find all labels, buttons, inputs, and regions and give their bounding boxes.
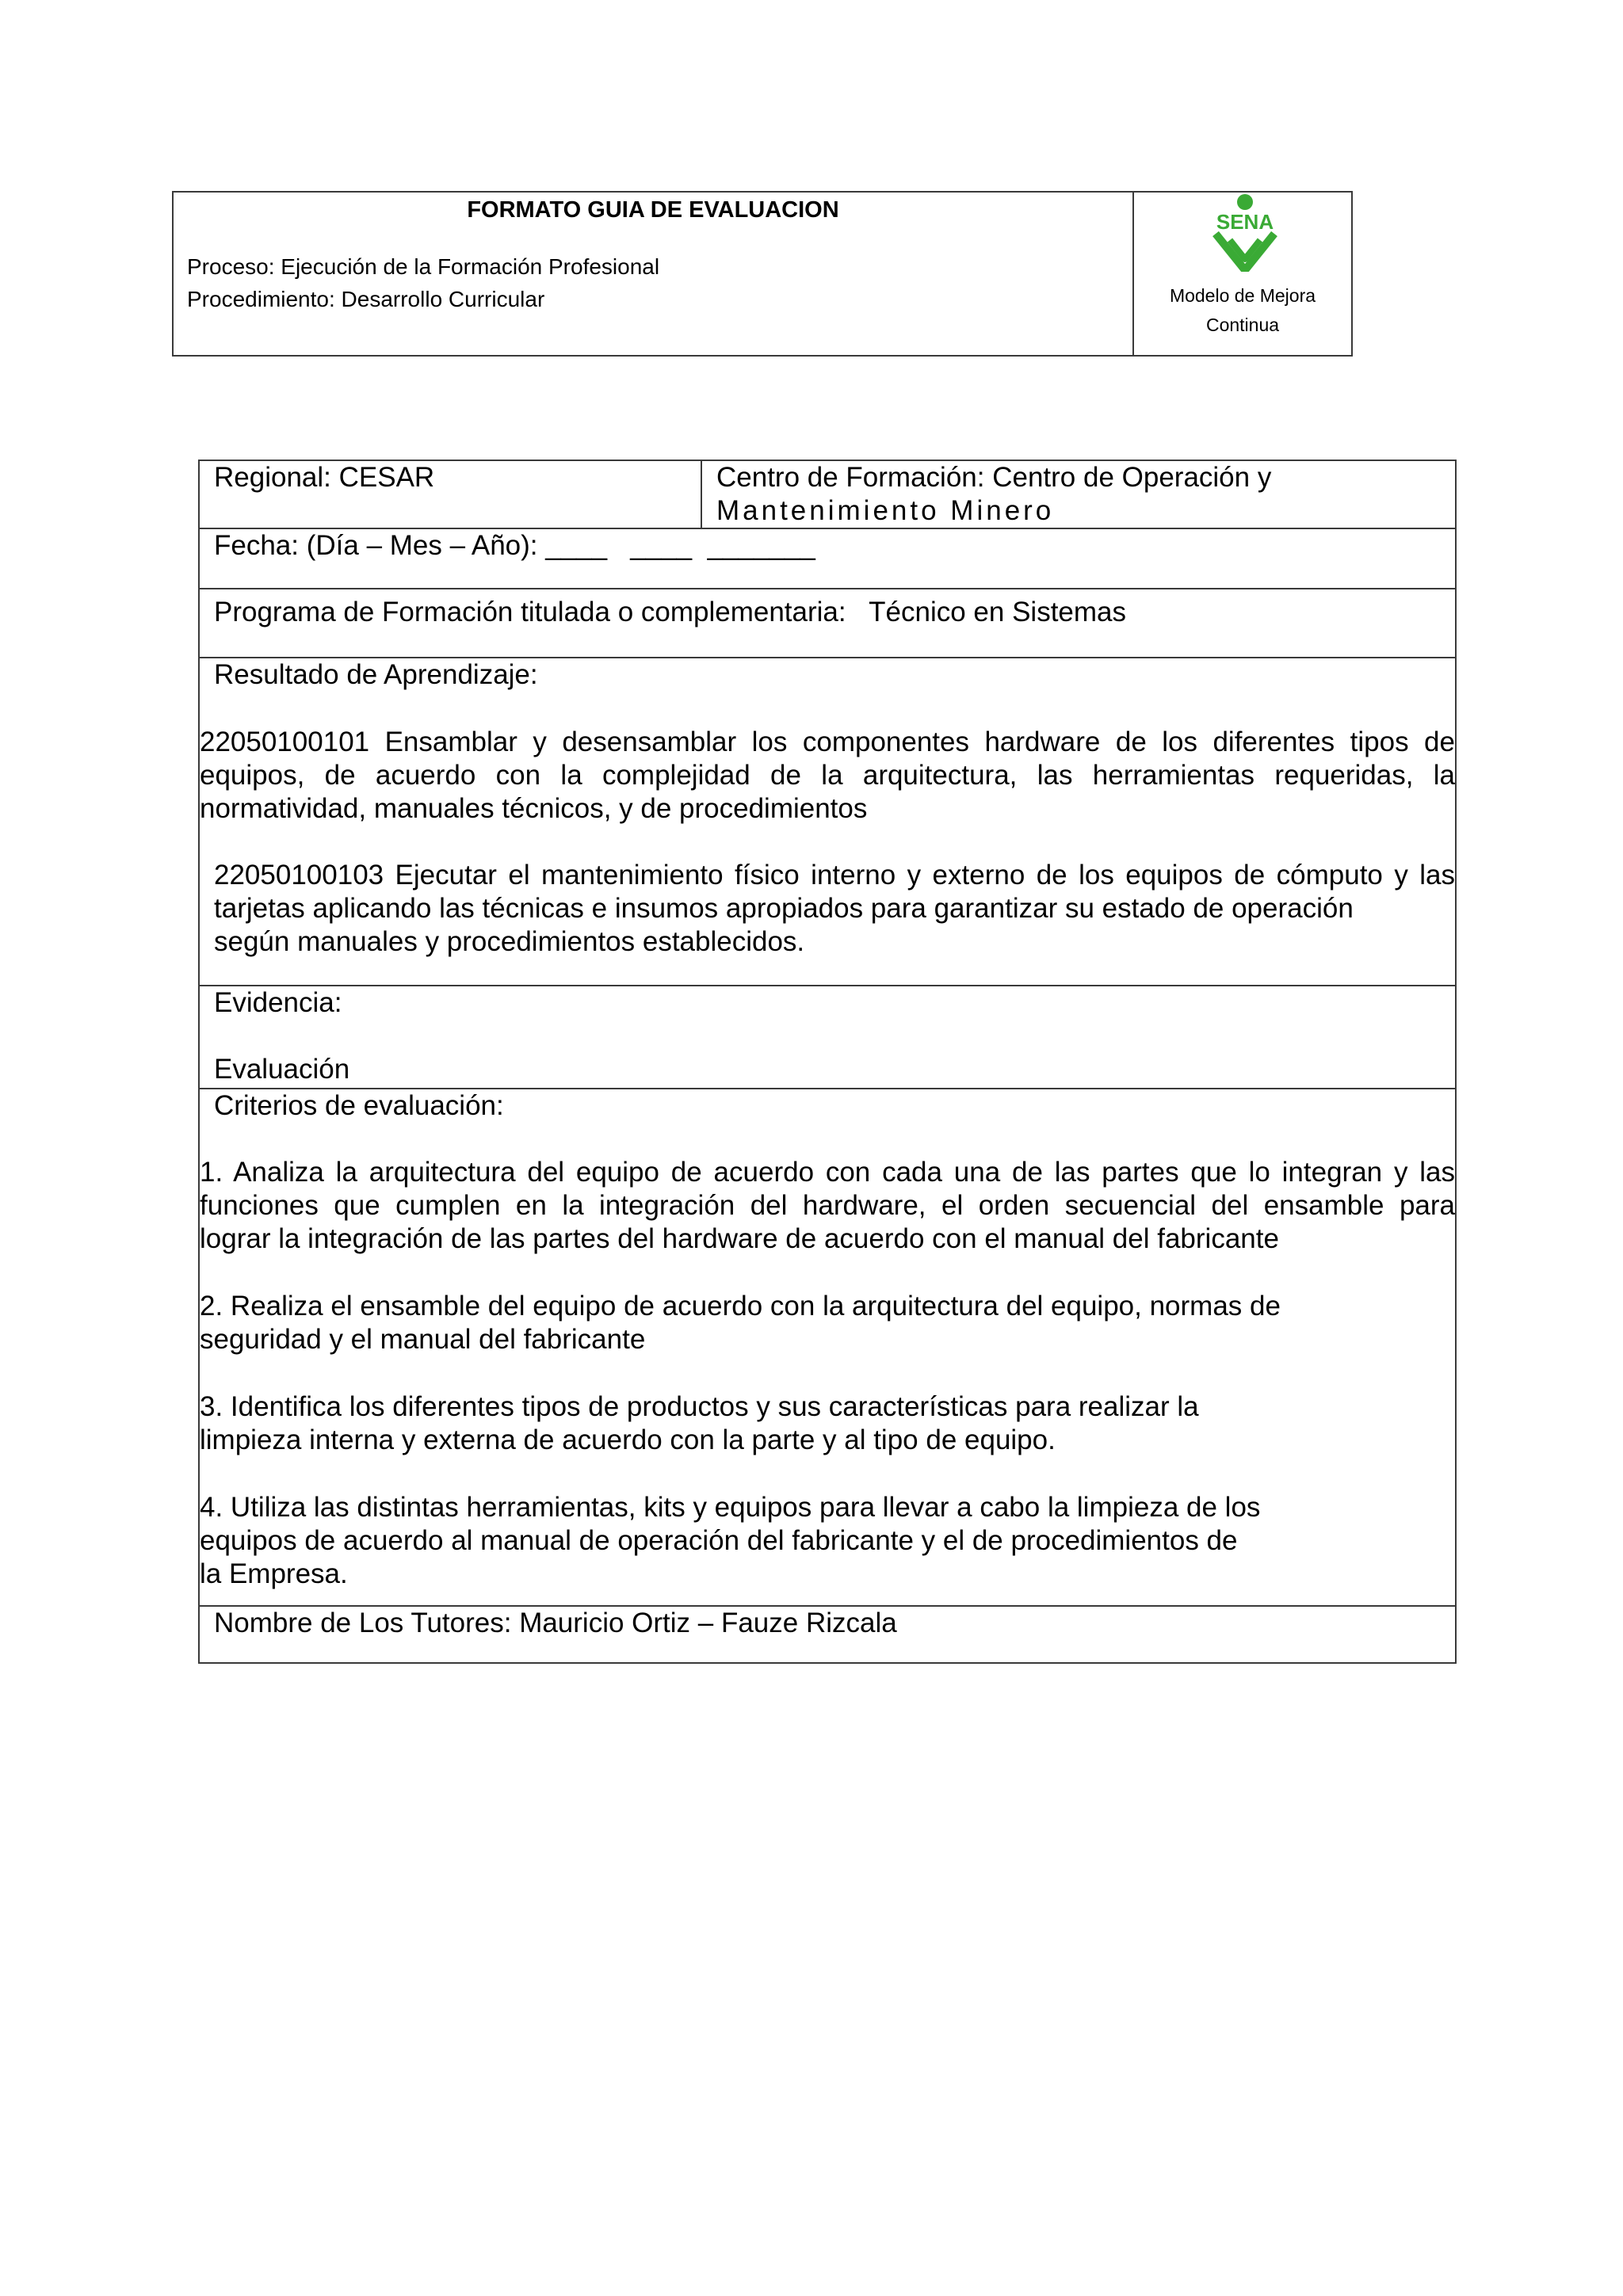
- row-resultado: [200, 658, 1455, 986]
- centro-field: [716, 461, 1445, 528]
- resultado-2: [214, 859, 1455, 959]
- row-fecha: [200, 529, 1455, 589]
- cell-divider: [701, 461, 702, 528]
- resultado-2-line: 22050100103 Ejecutar el mantenimiento físico interno y externo de los equipos de cómputo y las: [214, 860, 1455, 891]
- criterio-2: [200, 1290, 1455, 1356]
- resultado-1: [200, 726, 1455, 826]
- process-line: Proceso: Ejecución de la Formación Profesional: [187, 254, 660, 279]
- row-evidencia: [200, 986, 1455, 1089]
- resultado-2-line: tarjetas aplicando las técnicas e insumos apropiados para garantizar su estado de operación: [214, 893, 1354, 924]
- criterio-3: [200, 1390, 1455, 1457]
- centro-line-2: Mantenimiento Minero: [716, 495, 1055, 526]
- criterio-4-line: equipos de acuerdo al manual de operación del fabricante y el de procedimientos de: [200, 1525, 1238, 1556]
- fecha-field: Fecha: (Día – Mes – Año): ____ ____ _______: [214, 530, 815, 561]
- criterio-2-line: 2. Realiza el ensamble del equipo de acuerdo con la arquitectura del equipo, normas de: [200, 1291, 1281, 1322]
- row-programa: [200, 589, 1455, 658]
- header-info-cell: [174, 193, 1134, 355]
- procedure-line: Procedimiento: Desarrollo Curricular: [187, 287, 545, 311]
- resultado-1-line: normatividad, manuales técnicos, y de procedimientos: [200, 793, 868, 824]
- centro-line-1: Centro de Formación: Centro de Operación y: [716, 462, 1272, 493]
- logo-cell: [1134, 193, 1351, 355]
- row-criterios: [200, 1089, 1455, 1607]
- resultado-1-line: equipos, de acuerdo con la complejidad de la arquitectura, las herramientas requeridas, la: [200, 760, 1455, 791]
- criterio-4-line: 4. Utiliza las distintas herramientas, kits y equipos para llevar a cabo la limpieza de los: [200, 1492, 1261, 1523]
- criterio-1-line: 1. Analiza la arquitectura del equipo de acuerdo con cada una de las partes que lo integran y las: [200, 1157, 1455, 1188]
- criterio-1-line: lograr la integración de las partes del hardware de acuerdo con el manual del fabricante: [200, 1223, 1279, 1254]
- document-title: FORMATO GUIA DE EVALUACION: [467, 197, 839, 223]
- programa-field: Programa de Formación titulada o complementaria: Técnico en Sistemas: [214, 597, 1127, 627]
- regional-field: Regional: CESAR: [214, 462, 435, 493]
- evaluacion-label: Evaluación: [214, 1054, 350, 1085]
- logo-caption-line-1: Modelo de Mejora: [1169, 285, 1316, 306]
- resultado-2-line: según manuales y procedimientos establecidos.: [214, 926, 805, 957]
- row-tutores: [200, 1607, 1455, 1664]
- evaluation-form-table: [198, 460, 1457, 1664]
- document-header: [172, 191, 1353, 357]
- evidencia-label: Evidencia:: [214, 987, 342, 1018]
- criterio-2-line: seguridad y el manual del fabricante: [200, 1324, 646, 1355]
- row-regional-centro: [200, 461, 1455, 529]
- resultado-1-line: 22050100101 Ensamblar y desensamblar los componentes hardware de los diferentes tipos de: [200, 727, 1455, 757]
- criterios-label: Criterios de evaluación:: [214, 1090, 504, 1121]
- criterio-3-line: limpieza interna y externa de acuerdo con la parte y al tipo de equipo.: [200, 1425, 1056, 1455]
- logo-caption-line-2: Continua: [1205, 315, 1280, 335]
- tutores-field: Nombre de Los Tutores: Mauricio Ortiz – Fauze Rizcala: [214, 1608, 897, 1638]
- resultado-label: Resultado de Aprendizaje:: [214, 659, 538, 690]
- sena-logo: [1198, 193, 1292, 272]
- criterio-3-line: 3. Identifica los diferentes tipos de productos y sus características para realizar la: [200, 1391, 1199, 1422]
- criterio-4-line: la Empresa.: [200, 1558, 348, 1589]
- criterio-1-line: funciones que cumplen en la integración del hardware, el orden secuencial del ensamble para: [200, 1190, 1455, 1221]
- criterio-4: [200, 1491, 1455, 1591]
- sena-logo-text: SENA: [1216, 210, 1274, 234]
- criterio-1: [200, 1156, 1455, 1256]
